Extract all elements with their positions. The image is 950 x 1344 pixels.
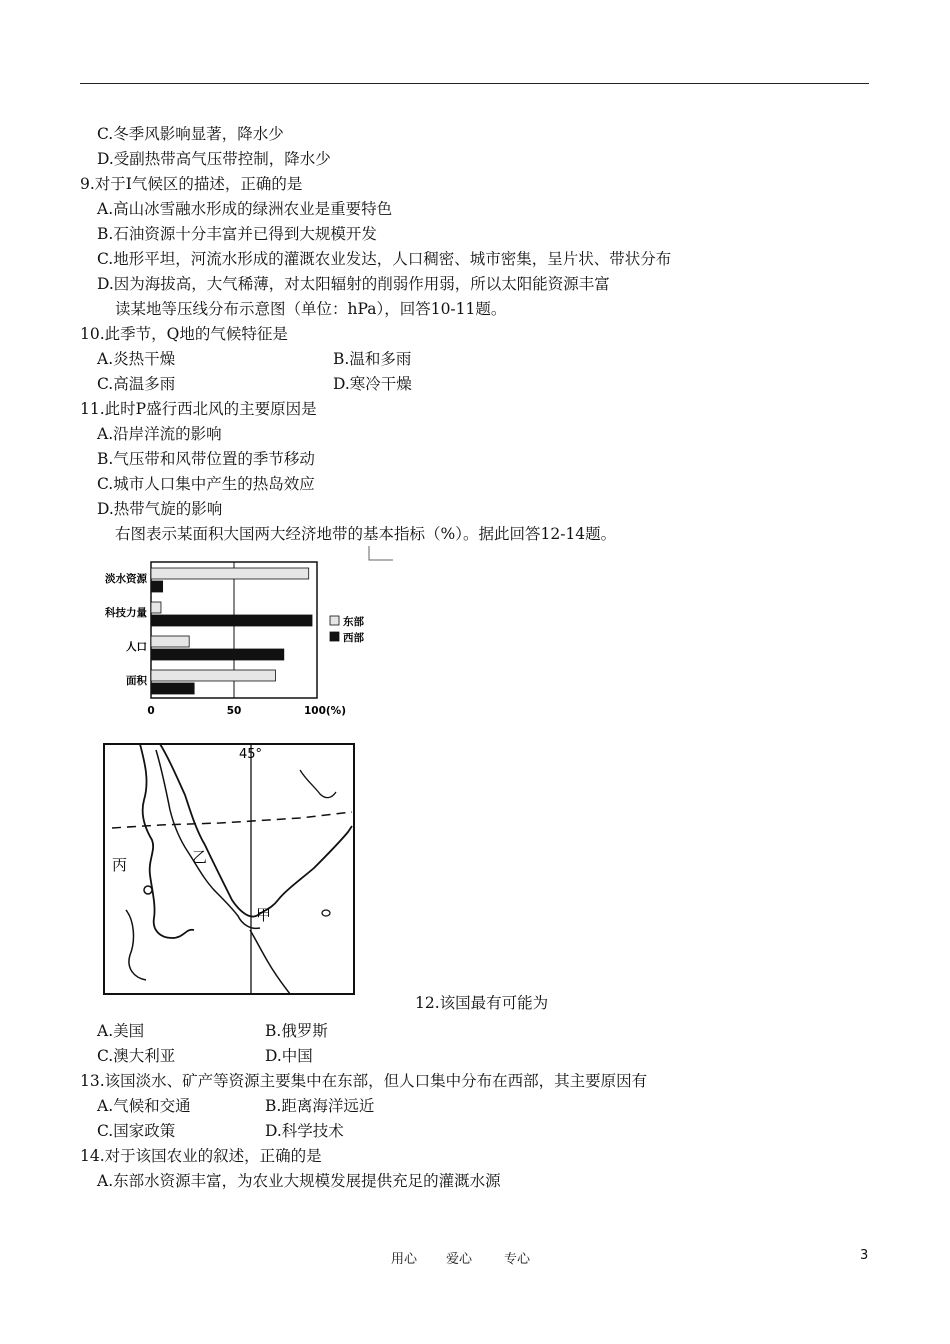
option-10b: B.温和多雨 xyxy=(333,350,412,368)
intro-12-14: 右图表示某面积大国两大经济地带的基本指标（%）。据此回答12-14题。 xyxy=(115,525,617,543)
bar-east xyxy=(151,636,189,647)
question-10: 10.此季节，Q地的气候特征是 xyxy=(80,325,288,343)
option-13c: C.国家政策 xyxy=(97,1122,176,1140)
option-11d: D.热带气旋的影响 xyxy=(97,500,223,518)
bar-chart xyxy=(90,560,390,720)
bar-east xyxy=(151,568,309,579)
option-14a: A.东部水资源丰富，为农业大规模发展提供充足的灌溉水源 xyxy=(97,1172,501,1190)
category-label: 淡水资源 xyxy=(105,573,147,585)
question-12: 12.该国最有可能为 xyxy=(415,994,549,1012)
bar-west xyxy=(151,615,312,626)
legend-swatch xyxy=(330,616,339,625)
option-12a: A.美国 xyxy=(97,1022,145,1040)
option-9c: C.地形平坦，河流水形成的灌溉农业发达，人口稠密、城市密集，呈片状、带状分布 xyxy=(97,250,672,268)
meridian-label: 45° xyxy=(239,747,263,762)
label-jia: 甲 xyxy=(256,906,272,924)
footer-text-3: 专心 xyxy=(504,1252,531,1267)
legend-label: 东部 xyxy=(343,616,364,628)
category-label: 人口 xyxy=(126,641,147,653)
option-8d: D.受副热带高气压带控制，降水少 xyxy=(97,150,331,168)
label-bing: 丙 xyxy=(112,856,128,874)
header-rule xyxy=(80,83,869,84)
x-tick-label: 0 xyxy=(147,705,155,717)
label-yi: 乙 xyxy=(192,848,208,866)
legend-swatch xyxy=(330,632,339,641)
map-frame xyxy=(104,744,354,994)
option-10c: C.高温多雨 xyxy=(97,375,176,393)
option-9a: A.高山冰雪融水形成的绿洲农业是重要特色 xyxy=(97,200,393,218)
option-10a: A.炎热干燥 xyxy=(97,350,176,368)
region-map xyxy=(100,740,360,1000)
option-10d: D.寒冷干燥 xyxy=(333,375,412,393)
bar-west xyxy=(151,649,284,660)
option-12c: C.澳大利亚 xyxy=(97,1047,176,1065)
x-tick-label: 50 xyxy=(226,705,242,717)
option-11b: B.气压带和风带位置的季节移动 xyxy=(97,450,315,468)
option-12d: D.中国 xyxy=(265,1047,313,1065)
legend-label: 西部 xyxy=(343,632,364,644)
footer-text-2: 爱心 xyxy=(446,1252,473,1267)
question-11: 11.此时P盛行西北风的主要原因是 xyxy=(80,400,317,418)
question-14: 14.对于该国农业的叙述，正确的是 xyxy=(80,1147,322,1165)
bar-east xyxy=(151,670,276,681)
question-9: 9.对于Ⅰ气候区的描述，正确的是 xyxy=(80,175,303,193)
footer-text-1: 用心 xyxy=(391,1252,418,1267)
bar-west xyxy=(151,581,163,592)
bar-west xyxy=(151,683,194,694)
category-label: 科技力量 xyxy=(105,607,147,619)
option-13a: A.气候和交通 xyxy=(97,1097,191,1115)
x-tick-label: 100(%) xyxy=(303,705,347,717)
option-13b: B.距离海洋远近 xyxy=(265,1097,375,1115)
option-9d: D.因为海拔高，大气稀薄，对太阳辐射的削弱作用弱，所以太阳能资源丰富 xyxy=(97,275,610,293)
option-11c: C.城市人口集中产生的热岛效应 xyxy=(97,475,315,493)
question-13: 13.该国淡水、矿产等资源主要集中在东部，但人口集中分布在西部，其主要原因有 xyxy=(80,1072,648,1090)
bar-east xyxy=(151,602,161,613)
option-8c: C.冬季风影响显著，降水少 xyxy=(97,125,284,143)
option-11a: A.沿岸洋流的影响 xyxy=(97,425,222,443)
category-label: 面积 xyxy=(126,675,147,687)
page-number: 3 xyxy=(860,1248,869,1263)
option-9b: B.石油资源十分丰富并已得到大规模开发 xyxy=(97,225,377,243)
option-13d: D.科学技术 xyxy=(265,1122,344,1140)
option-12b: B.俄罗斯 xyxy=(265,1022,328,1040)
intro-10-11: 读某地等压线分布示意图（单位：hPa），回答10-11题。 xyxy=(115,300,507,318)
